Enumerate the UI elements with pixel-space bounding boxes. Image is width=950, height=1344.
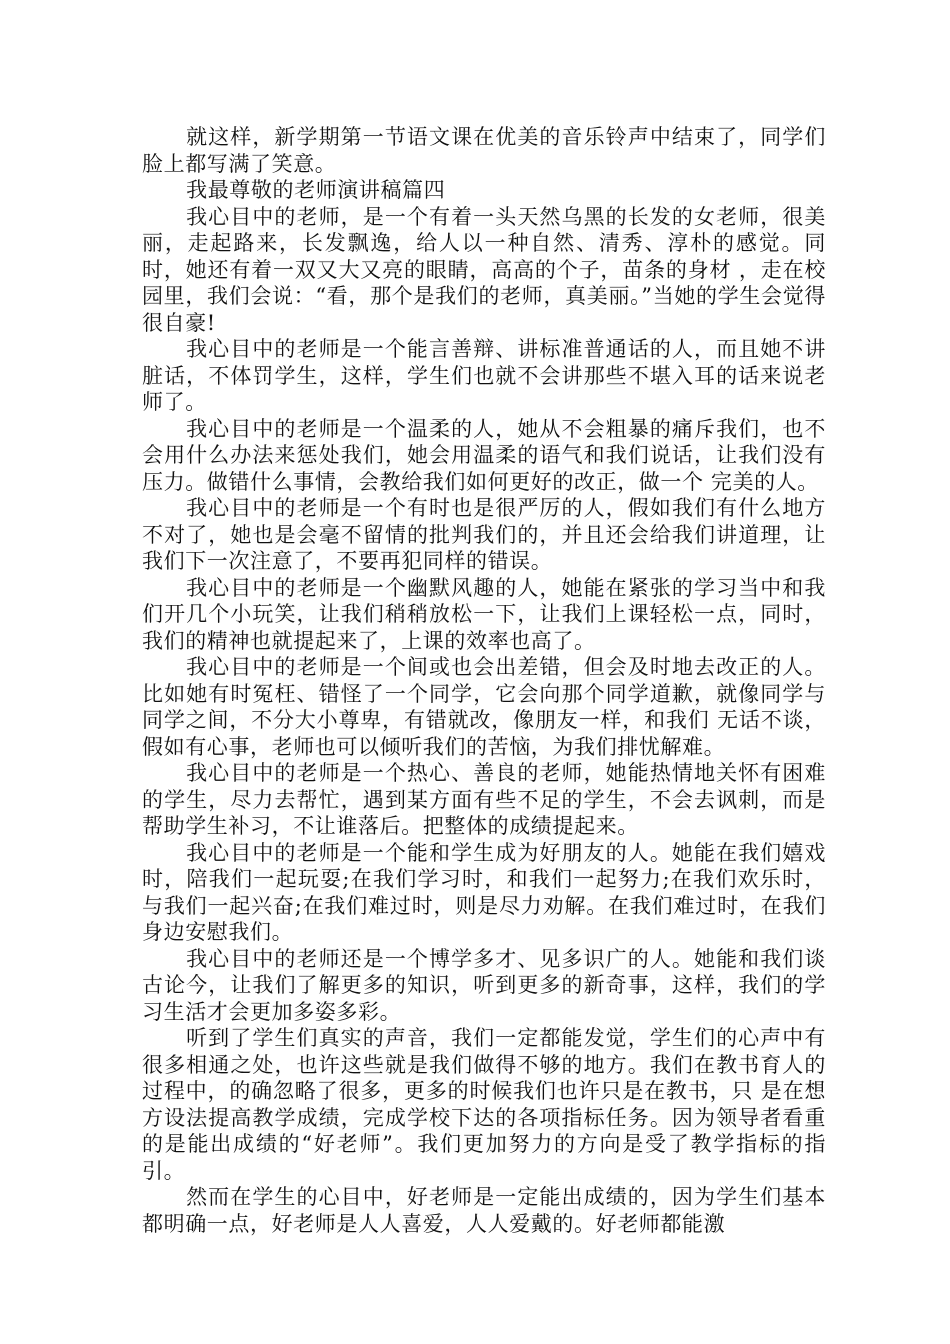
paragraph: 我心目中的老师，是一个有着一头天然乌黑的长发的女老师，很美丽，走起路来，长发飘逸，给人以一种自然、清秀、淳朴的感觉。同时，她还有着一双又大又亮的眼睛，高高的个子，苗条的身材 ，走在校园里，我们会说：“看，那个是我们的老师，真美丽。”当她的学生会觉得很自豪! xyxy=(142,204,826,335)
paragraph: 我心目中的老师是一个有时也是很严厉的人，假如我们有什么地方不对了，她也是会毫不留情的批判我们的，并且还会给我们讲道理，让我们下一次注意了，不要再犯同样的错误。 xyxy=(142,496,826,573)
paragraph: 就这样，新学期第一节语文课在优美的音乐铃声中结束了，同学们脸上都写满了笑意。 xyxy=(142,125,826,176)
document-body xyxy=(142,124,826,1237)
paragraph: 听到了学生们真实的声音，我们一定都能发觉，学生们的心声中有很多相通之处，也许这些就是我们做得不够的地方。我们在教书育人的过程中，的确忽略了很多，更多的时候我们也许只是在教书，只 是在想方设法提高教学成绩，完成学校下达的各项指标任务。因为领导者看重的是能出成绩的“好老师”。我们更加努力的方向是受了教学指标的指引。 xyxy=(142,1026,826,1183)
paragraph: 我心目中的老师还是一个博学多才、见多识广的人。她能和我们谈古论今，让我们了解更多的知识，听到更多的新奇事，这样，我们的学习生活才会更加多姿多彩。 xyxy=(142,946,826,1024)
paragraph: 我心目中的老师是一个温柔的人，她从不会粗暴的痛斥我们，也不会用什么办法来惩处我们，她会用温柔的语气和我们说话，让我们没有压力。做错什么事情，会教给我们如何更好的改正，做一个 完美的人。 xyxy=(142,416,826,494)
paragraph: 我心目中的老师是一个热心、善良的老师，她能热情地关怀有困难的学生，尽力去帮忙，遇到某方面有些不足的学生，不会去讽刺，而是帮助学生补习，不让谁落后。把整体的成绩提起来。 xyxy=(142,761,826,838)
section-heading: 我最尊敬的老师演讲稿篇四 xyxy=(186,178,446,202)
paragraph: 我心目中的老师是一个间或也会出差错，但会及时地去改正的人。比如她有时冤枉、错怪了一个同学，它会向那个同学道歉，就像同学与同学之间，不分大小尊卑，有错就改，像朋友一样，和我们 无话不谈，假如有心事，老师也可以倾听我们的苦恼，为我们排忧解难。 xyxy=(142,655,826,759)
paragraph: 我心目中的老师是一个幽默风趣的人，她能在紧张的学习当中和我们开几个小玩笑，让我们稍稍放松一下，让我们上课轻松一点，同时，我们的精神也就提起来了，上课的效率也高了。 xyxy=(142,575,826,653)
paragraph: 我心目中的老师是一个能言善辩、讲标准普通话的人，而且她不讲脏话，不体罚学生，这样，学生们也就不会讲那些不堪入耳的话来说老师了。 xyxy=(142,337,826,414)
paragraph: 然而在学生的心目中，好老师是一定能出成绩的，因为学生们基本都明确一点，好老师是人人喜爱，人人爱戴的。好老师都能激 xyxy=(142,1185,826,1236)
paragraph: 我心目中的老师是一个能和学生成为好朋友的人。她能在我们嬉戏时，陪我们一起玩耍;在我们学习时，和我们一起努力;在我们欢乐时，与我们一起兴奋;在我们难过时，则是尽力劝解。在我们难过时，在我们身边安慰我们。 xyxy=(142,840,826,944)
